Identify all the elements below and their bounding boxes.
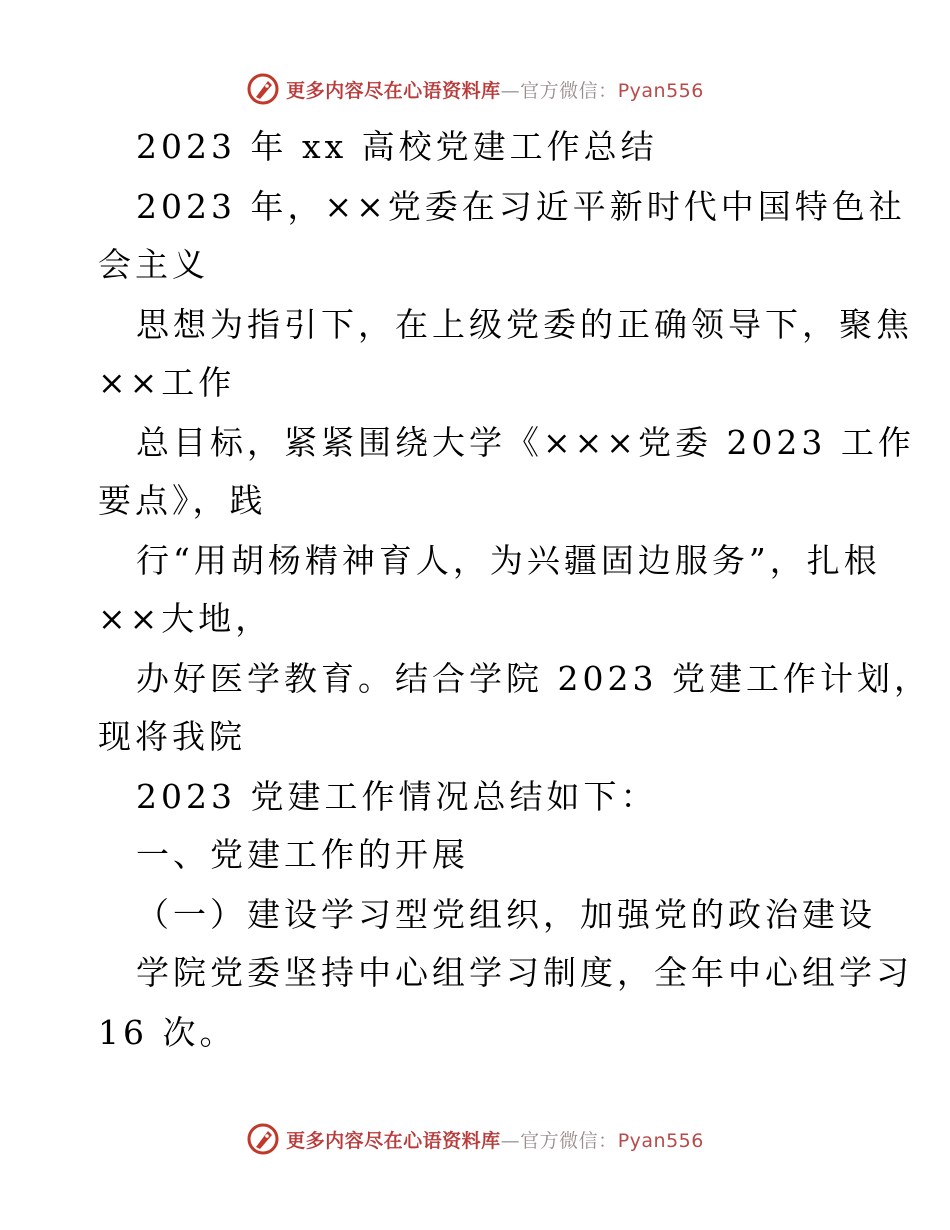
paragraph-line: 现将我院: [98, 717, 246, 756]
subsection-heading: （一）建设学习型党组织，加强党的政治建设: [136, 895, 876, 934]
paragraph-line: 2023 年，××党委在习近平新时代中国特色社: [136, 187, 906, 226]
paragraph-line: 2023 党建工作情况总结如下：: [136, 777, 658, 816]
pen-nib-logo-icon: [246, 72, 280, 106]
watermark-footer: [0, 1122, 950, 1156]
pen-nib-logo-icon: [246, 1122, 280, 1156]
watermark-separator: —: [500, 79, 521, 102]
paragraph-line: 办好医学教育。结合学院 2023 党建工作计划，: [136, 659, 931, 698]
paragraph-line: 思想为指引下，在上级党委的正确领导下，聚焦: [136, 305, 913, 344]
paragraph-line: 行“用胡杨精神育人，为兴疆固边服务”，扎根: [136, 541, 881, 580]
watermark-header: [0, 72, 950, 106]
paragraph-line: ××大地，: [98, 599, 273, 638]
watermark-text: [286, 1126, 704, 1153]
paragraph-line: ××工作: [98, 363, 236, 402]
paragraph-line: 16 次。: [98, 1013, 237, 1052]
watermark-text: [286, 76, 704, 103]
watermark-main-text: 更多内容尽在心语资料库: [286, 79, 501, 102]
watermark-wechat-id: Pyan556: [617, 79, 704, 102]
paragraph-line: 总目标，紧紧围绕大学《×××党委 2023 工作: [136, 423, 915, 462]
document-title: 2023 年 xx 高校党建工作总结: [136, 127, 658, 166]
section-heading: 一、党建工作的开展: [136, 835, 469, 874]
watermark-wechat-id: Pyan556: [617, 1129, 704, 1152]
paragraph-line: 学院党委坚持中心组学习制度，全年中心组学习: [136, 953, 913, 992]
watermark-main-text: 更多内容尽在心语资料库: [286, 1129, 501, 1152]
watermark-separator: —: [500, 1129, 521, 1152]
paragraph-line: 会主义: [98, 245, 209, 284]
watermark-wechat-label: 官方微信：: [520, 79, 618, 102]
watermark-wechat-label: 官方微信：: [520, 1129, 618, 1152]
paragraph-line: 要点》，践: [98, 481, 267, 520]
